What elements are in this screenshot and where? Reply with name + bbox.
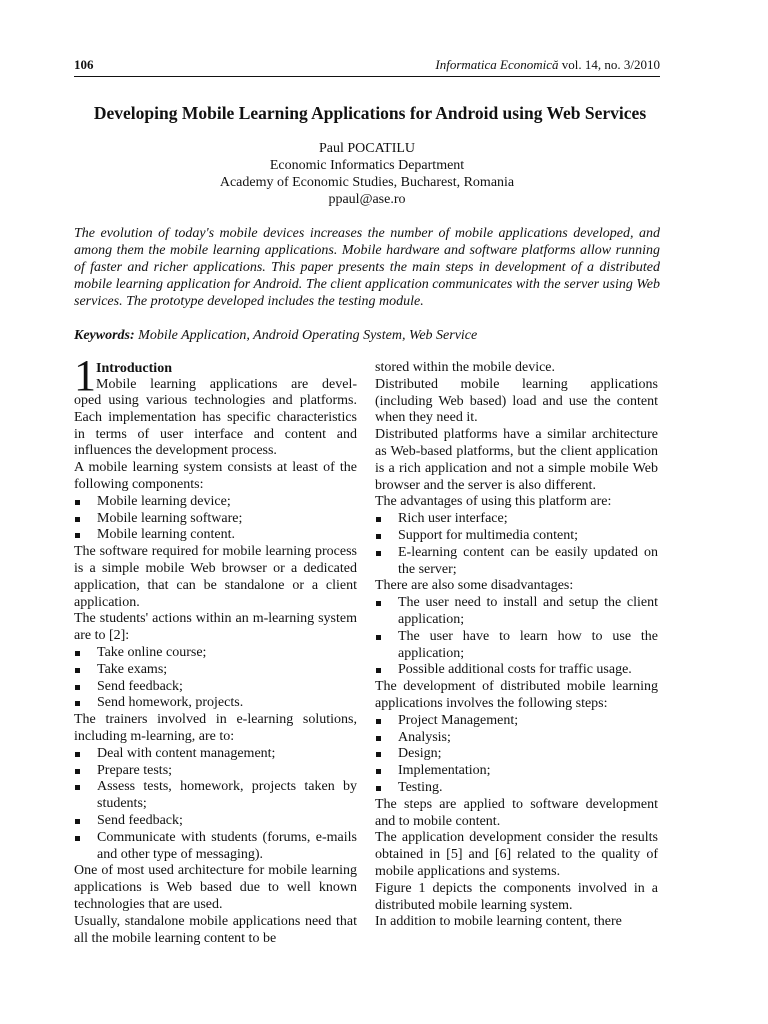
bullet-icon xyxy=(75,769,80,774)
left-column xyxy=(74,351,357,947)
paragraph: Usually, standalone mobile applications need that all the mobile learning content to be xyxy=(74,913,357,946)
list-item-text: Mobile learning device; xyxy=(97,493,231,509)
section-number-dropcap: 1 xyxy=(74,351,96,400)
section-heading xyxy=(74,351,357,400)
list-item xyxy=(74,511,357,528)
keywords-text: Mobile Application, Android Operating System, Web Service xyxy=(134,328,478,343)
bullet-icon xyxy=(75,701,80,706)
list-item-text: Possible additional costs for traffic usage. xyxy=(398,662,632,678)
paragraph: There are also some disadvantages: xyxy=(375,578,574,594)
paragraph: Figure 1 depicts the components involved in a distributed mobile learning system. xyxy=(375,880,658,913)
list-item xyxy=(74,527,357,544)
section-title: Introduction xyxy=(96,361,172,376)
author-block xyxy=(74,140,660,208)
list-item-text: Take exams; xyxy=(97,661,168,677)
list-item xyxy=(74,763,357,780)
keywords-label: Keywords: xyxy=(74,328,135,343)
list-item xyxy=(375,595,658,629)
list-item xyxy=(375,528,658,545)
paragraph: In addition to mobile learning content, there xyxy=(375,914,622,930)
list-item-text: The user need to install and setup the client application; xyxy=(398,595,658,627)
list-item xyxy=(74,830,357,864)
list-item xyxy=(375,763,658,780)
bullet-icon xyxy=(75,685,80,690)
list-item xyxy=(74,679,357,696)
list-item-text: Design; xyxy=(398,746,442,762)
list-item-text: Assess tests, homework, projects taken by students; xyxy=(97,779,357,812)
paragraph: One of most used architecture for mobile learning applications is Web based due to well known technologies that are used. xyxy=(74,863,357,912)
steps-list xyxy=(375,713,658,797)
list-item-text: Testing. xyxy=(398,779,443,795)
list-item xyxy=(375,545,658,579)
list-item-text: Rich user interface; xyxy=(398,511,508,527)
list-item-text: Communicate with students (forums, e-mails and other type of messaging). xyxy=(97,829,357,862)
header-rule xyxy=(74,76,660,77)
list-item xyxy=(375,662,658,679)
list-item xyxy=(375,730,658,747)
list-item xyxy=(375,511,658,528)
list-item xyxy=(375,780,658,797)
bullet-icon xyxy=(75,533,80,538)
list-item xyxy=(74,779,357,813)
bullet-icon xyxy=(376,719,381,724)
list-item xyxy=(74,645,357,662)
paragraph: stored within the mobile device. xyxy=(375,360,556,375)
list-item xyxy=(74,746,357,763)
list-item-text: The user have to learn how to use the application; xyxy=(398,628,658,661)
paragraph: The students' actions within an m-learning system are to [2]: xyxy=(74,611,357,644)
paragraph: The trainers involved in e-learning solutions, including m-learning, are to: xyxy=(74,712,357,744)
author-name: Paul POCATILU xyxy=(318,141,416,156)
list-item xyxy=(74,695,357,712)
paragraph: The development of distributed mobile learning applications involves the following steps: xyxy=(375,679,658,711)
bullet-icon xyxy=(75,500,80,505)
bullet-icon xyxy=(75,668,80,673)
paper-title: Developing Mobile Learning Applications for Android using Web Services xyxy=(93,103,647,123)
bullet-icon xyxy=(376,551,381,556)
list-item-text: Prepare tests; xyxy=(97,762,173,778)
bullet-icon xyxy=(376,736,381,741)
list-item xyxy=(375,629,658,663)
author-institution: Academy of Economic Studies, Bucharest, Romania xyxy=(219,175,515,190)
journal-name: Informatica Economică xyxy=(435,57,559,72)
list-item xyxy=(74,813,357,830)
paragraph: The software required for mobile learning process is a simple mobile Web browser or a dedicated application, that can be standalone or a client application. xyxy=(74,544,357,610)
bullet-icon xyxy=(75,785,80,790)
components-list xyxy=(74,494,357,544)
bullet-icon xyxy=(376,668,381,673)
bullet-icon xyxy=(75,517,80,522)
journal-issue: vol. 14, no. 3/2010 xyxy=(558,57,660,72)
bullet-icon xyxy=(75,752,80,757)
right-column xyxy=(375,360,658,931)
paragraph: Distributed mobile learning applications (including Web based) load and use the content when they need it. xyxy=(375,376,658,426)
list-item-text: Implementation; xyxy=(398,763,491,779)
bullet-icon xyxy=(376,769,381,774)
bullet-icon xyxy=(376,752,381,757)
page-number: 106 xyxy=(74,57,94,72)
paragraph: A mobile learning system consists at least of the following components: xyxy=(74,460,357,492)
list-item-text: Mobile learning content. xyxy=(97,527,236,543)
paragraph: Distributed platforms have a similar architecture as Web-based platforms, but the client application is a rich application and not a simple mobile Web browser and the server is also different. xyxy=(375,427,658,493)
author-department: Economic Informatics Department xyxy=(269,158,465,173)
list-item xyxy=(375,746,658,763)
list-item-text: Analysis; xyxy=(398,729,451,745)
journal-reference xyxy=(435,57,660,73)
author-email: ppaul@ase.ro xyxy=(328,192,406,207)
bullet-icon xyxy=(75,651,80,656)
paragraph: oped using various technologies and platforms. Each implementation has specific characteristics in terms of user interface and content and influences the development process. xyxy=(74,393,357,459)
trainer-actions-list xyxy=(74,746,357,864)
list-item-text: Send homework, projects. xyxy=(97,695,244,711)
advantages-list xyxy=(375,511,658,578)
list-item-text: E-learning content can be easily updated on the server; xyxy=(398,544,658,577)
list-item xyxy=(74,662,357,679)
paragraph-first-line: Mobile learning applications are devel- xyxy=(96,377,357,392)
list-item-text: Support for multimedia content; xyxy=(398,527,579,543)
paragraph: The steps are applied to software development and to mobile content. xyxy=(375,796,658,829)
bullet-icon xyxy=(376,786,381,791)
bullet-icon xyxy=(376,534,381,539)
bullet-icon xyxy=(75,819,80,824)
bullet-icon xyxy=(376,517,381,522)
student-actions-list xyxy=(74,645,357,712)
running-header xyxy=(74,57,660,75)
list-item-text: Mobile learning software; xyxy=(97,510,243,526)
keywords xyxy=(74,327,660,344)
paragraph: The advantages of using this platform are: xyxy=(375,494,612,510)
list-item xyxy=(375,713,658,730)
bullet-icon xyxy=(376,635,381,640)
list-item xyxy=(74,494,357,511)
list-item-text: Project Management; xyxy=(398,712,519,728)
list-item-text: Send feedback; xyxy=(97,678,183,694)
bullet-icon xyxy=(75,836,80,841)
list-item-text: Send feedback; xyxy=(97,812,183,828)
bullet-icon xyxy=(376,601,381,606)
paragraph: The application development consider the results obtained in [5] and [6] related to the quality of mobile applications and systems. xyxy=(375,830,658,879)
disadvantages-list xyxy=(375,595,658,679)
abstract: The evolution of today's mobile devices increases the number of mobile applications developed, and among them the mobile learning applications. Mobile hardware and software platforms allow running of faster and richer applications. This paper presents the main steps in development of a distributed mobile learning application for Android. The client application communicates with the server using Web services. The prototype developed includes the testing module. xyxy=(74,226,660,309)
list-item-text: Deal with content management; xyxy=(97,745,276,761)
list-item-text: Take online course; xyxy=(97,644,207,660)
